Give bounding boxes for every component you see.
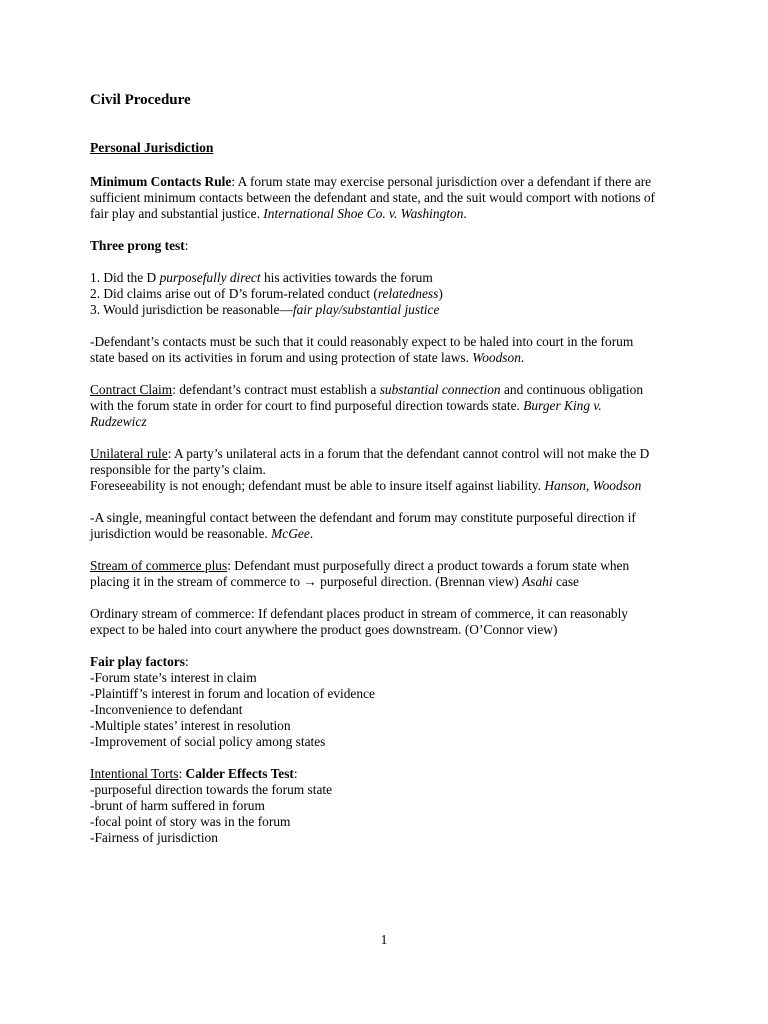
stream-of-commerce-plus-paragraph: Stream of commerce plus: Defendant must purposefully direct a product towards a forum state when placing it in the stream of commerce to → purposeful direction. (Brennan view) Asahi case [90, 558, 630, 589]
rule-term: Minimum Contacts Rule [90, 174, 232, 189]
list-item: -Improvement of social policy among states [90, 734, 326, 749]
intentional-torts-term: Intentional Torts [90, 766, 179, 781]
case-citation: Rudzewicz [90, 414, 147, 429]
list-item: -Fairness of jurisdiction [90, 830, 218, 845]
contract-claim-paragraph: Contract Claim: defendant’s contract must establish a substantial connection and continuous obligation with the forum state in order for court to find purposeful direction towards state. Burger King v. Rudzewicz [90, 382, 690, 430]
list-item: -purposeful direction towards the forum state [90, 782, 333, 797]
paragraph-line: -Defendant’s contacts must be such that it could reasonably expect to be haled into court in the forum [90, 334, 634, 349]
arrow-icon: → [303, 574, 317, 589]
case-citation: Burger King v. [523, 398, 602, 413]
three-prong-heading [90, 238, 690, 254]
punctuation: . [520, 350, 525, 365]
punctuation: . [309, 526, 314, 541]
rule-text: fair play and substantial justice. [90, 206, 264, 221]
paragraph-line: expect to be haled into court anywhere the product goes downstream. (O’Connor view) [90, 622, 558, 637]
page-number: 1 [380, 932, 388, 947]
list-item: -brunt of harm suffered in forum [90, 798, 265, 813]
punctuation: : [184, 238, 189, 253]
calder-test-label: Calder Effects Test [185, 766, 294, 781]
document-page [90, 90, 690, 846]
three-prong-list [90, 270, 690, 318]
list-item: -focal point of story was in the forum [90, 814, 291, 829]
contract-claim-term: Contract Claim [90, 382, 173, 397]
case-citation: Woodson [472, 350, 521, 365]
punctuation: : [293, 766, 298, 781]
case-citation: Hanson, Woodson [544, 478, 642, 493]
unilateral-rule-paragraph: Unilateral rule: A party’s unilateral acts in a forum that the defendant cannot control will not make the D responsible for the party’s claim. Foreseeability is not enough; defendant must be able to insure itself against liability. Hanson, Woodson [90, 446, 690, 494]
rule-text: : A forum state may exercise personal jurisdiction over a defendant if there are [231, 174, 652, 189]
stream-plus-term: Stream of commerce plus [90, 558, 228, 573]
case-citation: Asahi [522, 574, 553, 589]
list-item: -Plaintiff’s interest in forum and location of evidence [90, 686, 375, 701]
paragraph-line: -A single, meaningful contact between the defendant and forum may constitute purposeful direction if [90, 510, 636, 525]
rule-text: sufficient minimum contacts between the defendant and state, and the suit would comport with notions of [90, 190, 656, 205]
list-item: 3. Would jurisdiction be reasonable—fair play/substantial justice [90, 302, 440, 317]
intentional-torts-section: Intentional Torts: Calder Effects Test: -purposeful direction towards the forum state -brunt of harm suffered in forum -focal point of story was in the forum -Fairness of jurisdiction [90, 766, 690, 846]
list-item: 2. Did claims arise out of D’s forum-related conduct (relatedness) [90, 286, 443, 301]
woodson-paragraph [90, 334, 690, 366]
paragraph-line: responsible for the party’s claim. [90, 462, 266, 477]
punctuation: : [184, 654, 189, 669]
case-citation: International Shoe Co. v. Washington [263, 206, 464, 221]
paragraph-line: Ordinary stream of commerce: If defendant places product in stream of commerce, it can reasonably [90, 606, 628, 621]
list-item: -Forum state’s interest in claim [90, 670, 257, 685]
list-item: -Inconvenience to defendant [90, 702, 243, 717]
section-heading: Personal Jurisdiction [90, 140, 214, 155]
document-title: Civil Procedure [90, 92, 191, 108]
fair-play-label: Fair play factors [90, 654, 185, 669]
minimum-contacts-paragraph [90, 174, 690, 222]
fair-play-section [90, 654, 690, 750]
list-item: 1. Did the D purposefully direct his activities towards the forum [90, 270, 433, 285]
three-prong-label: Three prong test [90, 238, 185, 253]
punctuation: . [463, 206, 467, 221]
case-citation: McGee [271, 526, 310, 541]
mcgee-paragraph: -A single, meaningful contact between the defendant and forum may constitute purposeful direction if jurisdiction would be reasonable. McGee. [90, 510, 690, 542]
ordinary-stream-paragraph [90, 606, 690, 638]
list-item: -Multiple states’ interest in resolution [90, 718, 291, 733]
unilateral-rule-term: Unilateral rule [90, 446, 168, 461]
paragraph-line: state based on its activities in forum and using protection of state laws. [90, 350, 473, 365]
